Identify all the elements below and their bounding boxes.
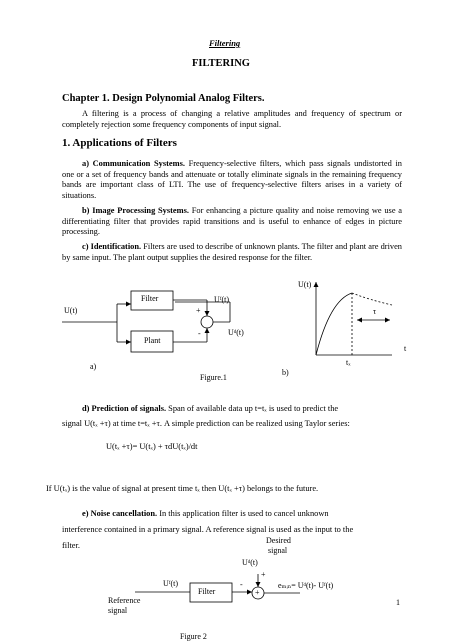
figure2-caption: Figure 2 bbox=[180, 632, 207, 641]
fig1-minus-sign: - bbox=[198, 329, 201, 338]
paragraph-a-head: a) Communication Systems. bbox=[82, 159, 185, 168]
fig2-minus-sign: - bbox=[240, 580, 243, 589]
paragraph-c-head: c) Identification. bbox=[82, 242, 142, 251]
paragraph-e-line1: e) Noise cancellation. In this application filter is used to cancel unknown bbox=[82, 509, 329, 518]
fig2-desired-label-2: signal bbox=[268, 546, 288, 555]
fig1b-tau-label: τ bbox=[373, 307, 377, 316]
running-header: Filtering bbox=[209, 38, 241, 48]
intro-paragraph: A filtering is a process of changing a relative amplitudes and frequency of spectrum or completely rejection some frequency components of input signal. bbox=[62, 109, 402, 129]
fig2-plus-top: + bbox=[261, 570, 266, 579]
fig1-filter-label: Filter bbox=[141, 294, 159, 303]
page-title: FILTERING bbox=[192, 58, 250, 69]
paragraph-c: c) Identification. Filters are used to describe of unknown plants. The filter and plant are driven by same input. The plant output supplies the desired response for the filter. bbox=[62, 242, 402, 262]
fig1b-signal-curve bbox=[316, 293, 352, 355]
page-number: 1 bbox=[396, 598, 400, 607]
fig1-sub-a: a) bbox=[90, 362, 97, 371]
fig1-summing-junction bbox=[201, 316, 213, 328]
paragraph-b: b) Image Processing Systems. For enhancing a picture quality and noise removing we use a differentiating filter that provides rapid transitions and is useful to enhance of edges in picture processing. bbox=[62, 206, 403, 237]
paragraph-d-after: If U(tₓ) is the value of signal at present time tₓ then U(tₓ +τ) belongs to the future. bbox=[46, 484, 319, 493]
chapter-heading: Chapter 1. Design Polynomial Analog Filters. bbox=[62, 93, 265, 104]
fig1-sub-b: b) bbox=[282, 368, 289, 377]
paragraph-d-line2: signal U(tₓ +τ) at time t=tₓ +τ. A simple prediction can be realized using Taylor series: bbox=[62, 419, 350, 428]
fig1-plus-sign: + bbox=[196, 306, 201, 315]
fig1b-y-label: U(t) bbox=[298, 280, 312, 289]
paragraph-b-head: b) Image Processing Systems. bbox=[82, 206, 189, 215]
fig2-reference-label-2: signal bbox=[108, 606, 128, 615]
fig1-ud-label: Uᵈ(t) bbox=[228, 328, 244, 337]
fig2-desired-label-1: Desired bbox=[266, 536, 291, 545]
fig2-filter-label: Filter bbox=[198, 587, 216, 596]
taylor-equation: U(tₓ +τ)= U(tₓ) + τdU(tₓ)/dt bbox=[106, 442, 198, 451]
fig1-input-label: U(t) bbox=[64, 306, 78, 315]
paragraph-d-head: d) Prediction of signals. bbox=[82, 404, 167, 413]
fig2-ud-label: Uᵈ(t) bbox=[242, 558, 258, 567]
fig1-uf-label: Uᶠ(t) bbox=[214, 295, 229, 304]
fig1-plant-label: Plant bbox=[144, 336, 161, 345]
paragraph-e-line3: filter. bbox=[62, 541, 80, 550]
fig2-uf-label: Uᶠ(t) bbox=[163, 579, 178, 588]
fig2-plus-sign: + bbox=[255, 588, 260, 597]
figure1-caption: Figure.1 bbox=[200, 373, 227, 382]
paragraph-e-line2: interference contained in a primary signal. A reference signal is used as the input to the bbox=[62, 525, 354, 534]
fig2-reference-label-1: Reference bbox=[108, 596, 141, 605]
section-heading: 1. Applications of Filters bbox=[62, 137, 177, 149]
fig1b-tx-label: tₓ bbox=[346, 358, 351, 367]
paragraph-d-line1: d) Prediction of signals. Span of available data up t=tₓ is used to predict the bbox=[82, 404, 339, 413]
fig1b-x-label: t bbox=[404, 344, 407, 353]
fig2-error-label: eₘᵢₙ= Uᵈ(t)- Uᶠ(t) bbox=[278, 581, 334, 590]
paragraph-a: a) Communication Systems. Frequency-selective filters, which pass signals undistorted in one or a set of frequency bands and attenuate or totally eliminate signals in the remaining frequency bands are important class of LTI. The use of frequency-selective filters arises in a variety of situations. bbox=[62, 159, 402, 200]
paragraph-e-head: e) Noise cancellation. bbox=[82, 509, 158, 518]
